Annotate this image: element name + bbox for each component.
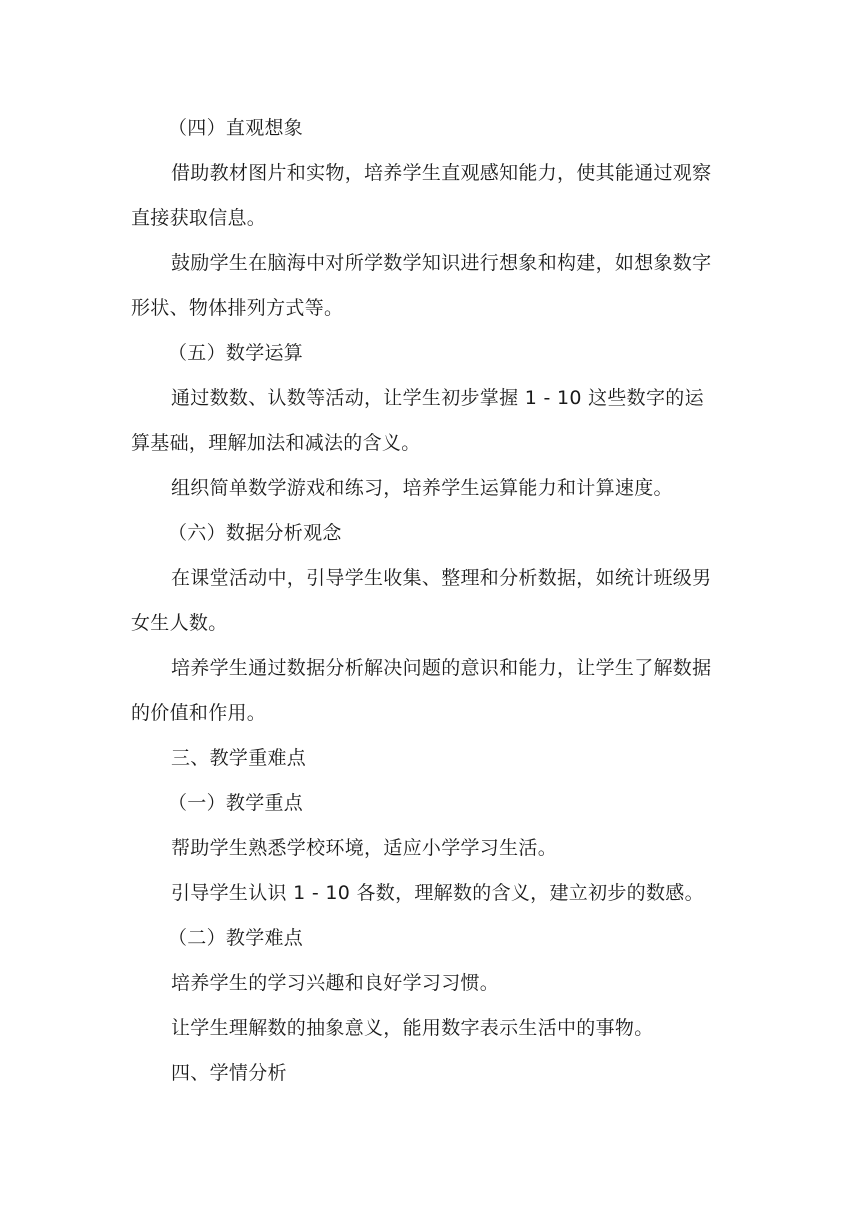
subsection-heading-difficulties: （二）教学难点: [168, 927, 304, 949]
paragraph-line: 直接获取信息。: [131, 207, 267, 229]
paragraph-line: 形状、物体排列方式等。: [131, 297, 344, 319]
section-heading-data-analysis: （六）数据分析观念: [168, 522, 342, 544]
paragraph-line: 在课堂活动中，引导学生收集、整理和分析数据，如统计班级男: [171, 567, 712, 589]
paragraph-line: 的价值和作用。: [131, 702, 267, 724]
paragraph-line: 算基础，理解加法和减法的含义。: [131, 432, 421, 454]
paragraph-line: 借助教材图片和实物，培养学生直观感知能力，使其能通过观察: [171, 162, 712, 184]
paragraph-line: 帮助学生熟悉学校环境，适应小学学习生活。: [171, 837, 558, 859]
paragraph-line: 组织简单数学游戏和练习，培养学生运算能力和计算速度。: [171, 477, 673, 499]
paragraph-line: 鼓励学生在脑海中对所学数学知识进行想象和构建，如想象数字: [171, 252, 712, 274]
paragraph-line: 引导学生认识 1 - 10 各数，理解数的含义，建立初步的数感。: [171, 882, 704, 904]
paragraph-line: 培养学生通过数据分析解决问题的意识和能力，让学生了解数据: [171, 657, 712, 679]
subsection-heading-key-points: （一）教学重点: [168, 792, 304, 814]
section-heading-key-difficulties: 三、教学重难点: [171, 747, 307, 769]
section-heading-learner-analysis: 四、学情分析: [171, 1062, 287, 1084]
section-heading-math-operation: （五）数学运算: [168, 342, 304, 364]
paragraph-line: 培养学生的学习兴趣和良好学习习惯。: [171, 972, 500, 994]
section-heading-intuitive-imagination: （四）直观想象: [168, 117, 304, 139]
paragraph-line: 让学生理解数的抽象意义，能用数字表示生活中的事物。: [171, 1017, 654, 1039]
paragraph-line: 女生人数。: [131, 612, 228, 634]
paragraph-line: 通过数数、认数等活动，让学生初步掌握 1 - 10 这些数字的运: [171, 387, 704, 409]
